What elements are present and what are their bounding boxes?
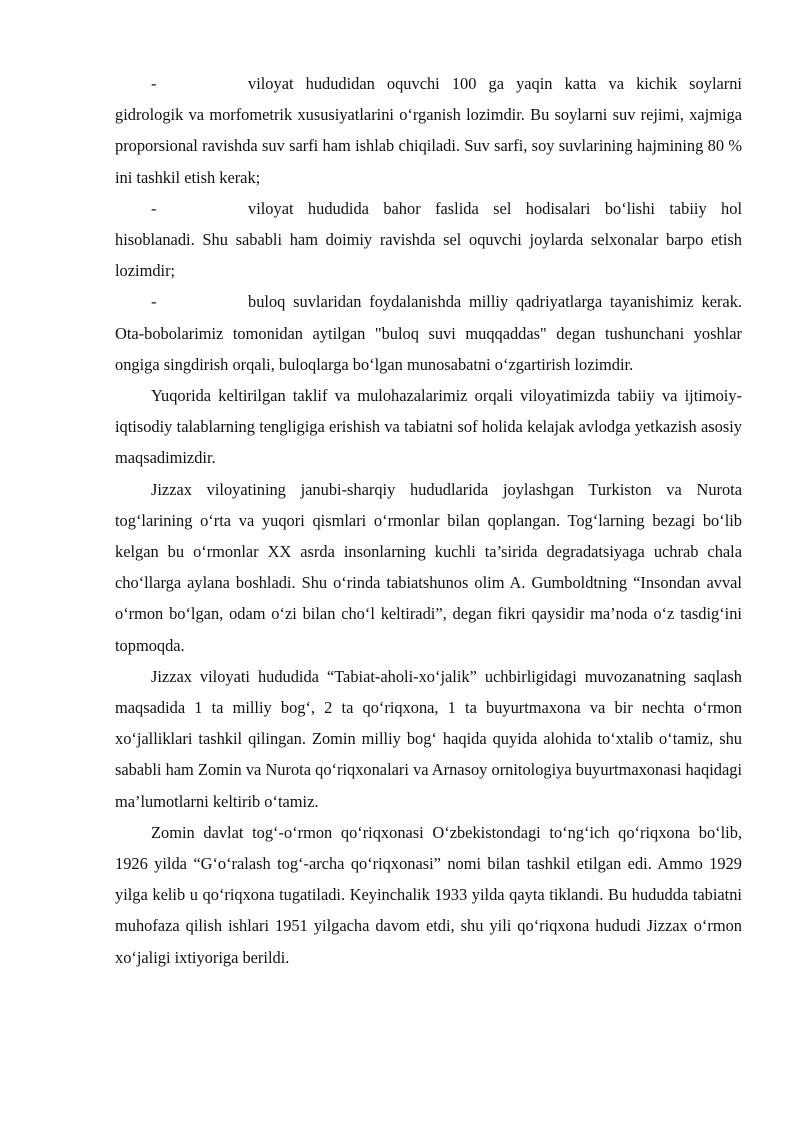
- bullet-marker: -: [151, 74, 157, 93]
- bullet-marker: -: [151, 292, 157, 312]
- document-body: [115, 68, 742, 973]
- bullet-marker: -: [151, 198, 157, 218]
- bullet-text: viloyat hududida bahor faslida sel hodisalari bo‘lishi tabiiy hol hisoblanadi. Shu sababli ham doimiy ravishda sel oquvchi joylarda selxonalar barpo etish lozimdir;: [115, 198, 742, 281]
- bullet-item: [115, 68, 742, 193]
- bullet-item: [115, 193, 742, 287]
- paragraph: Jizzax viloyati hududida “Tabiat-aholi-xo‘jalik” uchbirligidagi muvozanatning saqlash maqsadida 1 ta milliy bog‘, 2 ta qo‘riqxona, 1 ta buyurtmaxona va bir nechta o‘rmon xo‘jalliklari tashkil qilingan. Zomin milliy bog‘ haqida quyida alohida to‘xtalib o‘tamiz, shu sababli ham Zomin va Nurota qo‘riqxonalari va Arnasoy ornitologiya buyurtmaxonasi haqidagi ma’lumotlarni keltirib o‘tamiz.: [115, 666, 742, 811]
- paragraph: Yuqorida keltirilgan taklif va mulohazalarimiz orqali viloyatimizda tabiiy va ijtimoiy-iqtisodiy talablarning tengligiga erishish va tabiatni sof holida kelajak avlodga yetkazish asosiy maqsadimizdir.: [115, 386, 742, 468]
- bullet-text: viloyat hududidan oquvchi 100 ga yaqin katta va kichik soylarni gidrologik va morfometrik xususiyatlarini o‘rganish lozimdir. Bu soylarni suv rejimi, xajmiga proporsional ravishda suv sarfi ham ishlab chiqiladi. Suv sarfi, soy suvlarining hajmining 80 % ini tashkil etish kerak;: [115, 74, 742, 187]
- paragraph: Jizzax viloyatining janubi-sharqiy hududlarida joylashgan Turkiston va Nurota tog‘larining o‘rta va yuqori qismlari o‘rmonlar bilan qoplangan. Tog‘larning bezagi bo‘lib kelgan bu o‘rmonlar XX asrda insonlarning kuchli ta’sirida degradatsiyaga uchrab chala cho‘llarga aylana boshladi. Shu o‘rinda tabiatshunos olim A. Gumboldtning “Insondan avval o‘rmon bo‘lgan, odam o‘zi bilan cho‘l keltiradi”, degan fikri qaysidir ma’noda o‘z tasdig‘ini topmoqda.: [115, 479, 742, 655]
- bullet-item: [115, 286, 742, 380]
- paragraph: Zomin davlat tog‘-o‘rmon qo‘riqxonasi O‘zbekistondagi to‘ng‘ich qo‘riqxona bo‘lib, 1926 yilda “G‘o‘ralash tog‘-archa qo‘riqxonasi” nomi bilan tashkil etilgan edi. Ammo 1929 yilga kelib u qo‘riqxona tugatiladi. Keyinchalik 1933 yilda qayta tiklandi. Bu hududda tabiatni muhofaza qilish ishlari 1951 yilgacha davom etdi, shu yili qo‘riqxona hududi Jizzax o‘rmon xo‘jaligi ixtiyoriga berildi.: [115, 822, 742, 967]
- bullet-text: buloq suvlaridan foydalanishda milliy qadriyatlarga tayanishimiz kerak. Ota-bobolarimiz tomonidan aytilgan "buloq suvi muqqaddas" degan tushunchani yoshlar ongiga singdirish orqali, buloqlarga bo‘lgan munosabatni o‘zgartirish lozimdir.: [115, 292, 742, 374]
